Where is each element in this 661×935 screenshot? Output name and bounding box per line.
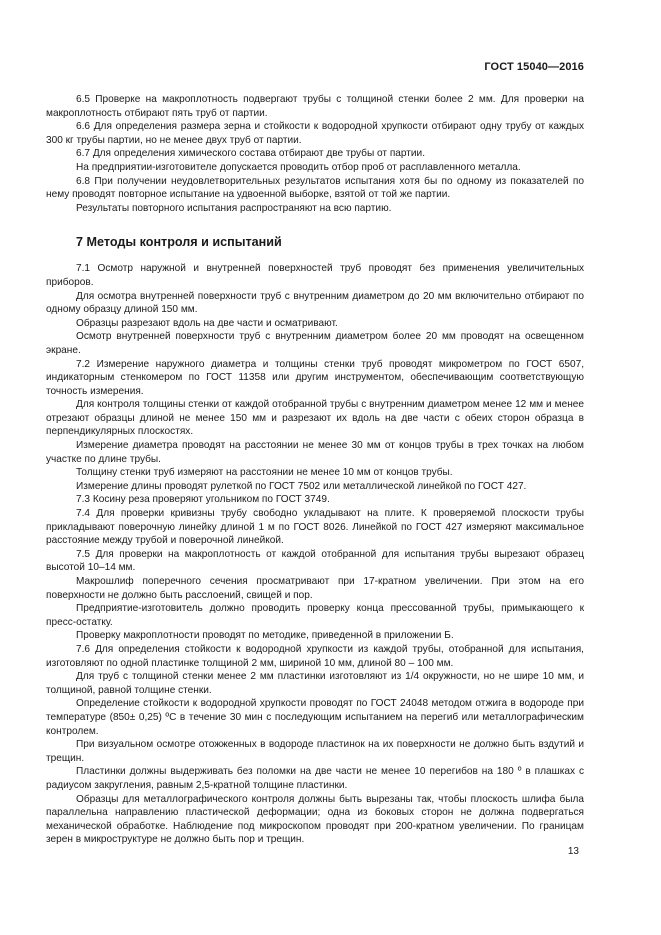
paragraph: Для осмотра внутренней поверхности труб с внутренним диаметром до 20 мм включительно отбирают по одному образцу длиной 150 мм.: [46, 290, 584, 316]
paragraph: Образцы разрезают вдоль на две части и осматривают.: [76, 317, 338, 329]
paragraph: Для труб с толщиной стенки менее 2 мм пластинки изготовляют из 1/4 окружности, но не шире 10 мм, и толщиной, равной толщине стенки.: [46, 671, 584, 696]
paragraph-6-5: 6.5 Проверке на макроплотность подвергают трубы с толщиной стенки более 2 мм. Для проверки на макроплотность отбирают пять труб от партии.: [46, 94, 584, 119]
paragraph: Определение стойкости к водородной хрупкости проводят по ГОСТ 24048 методом отжига в водороде при температуре (850± 0,25) ºС в течение 30 мин с последующим испытанием на перегиб или металлографическим контролем.: [46, 698, 584, 737]
paragraph: 7.6 Для определения стойкости к водородной хрупкости из каждой трубы, отобранной для испытания, изготовляют по одной пластинке толщиной 2 мм, шириной 10 мм, длиной 80 – 100 мм.: [46, 643, 584, 669]
paragraph: Осмотр внутренней поверхности труб с внутренним диаметром более 20 мм проводят на освещенном экране.: [46, 331, 584, 356]
page-number: 13: [567, 846, 579, 857]
paragraph: Проверку макроплотности проводят по методике, приведенной в приложении Б.: [76, 630, 454, 642]
paragraph: 7.4 Для проверки кривизны трубу свободно укладывают на плите. К проверяемой плоскости трубы прикладывают поверочную линейку длиной 1 м по ГОСТ 8026. Линейкой по ГОСТ 427 измеряют максимальное расстояние между трубой и поверочной линейкой.: [46, 508, 584, 547]
paragraph-6-7: 6.7 Для определения химического состава отбирают две трубы от партии.: [76, 148, 425, 160]
document-header: ГОСТ 15040—2016: [484, 61, 584, 73]
paragraph: 7.5 Для проверки на макроплотность от каждой отобранной для испытания трубы вырезают образец высотой 10–14 мм.: [46, 548, 584, 574]
paragraph-6-8: 6.8 При получении неудовлетворительных результатов испытания хотя бы по одному из показателей по нему проводят повторное испытание на удвоенной выборке, взятой от той же партии.: [46, 175, 584, 201]
paragraph: При визуальном осмотре отожженных в водороде пластинок на их поверхности не должно быть вздутий и трещин.: [46, 739, 584, 764]
paragraph: Предприятие-изготовитель должно проводить проверку конца прессованной трубы, примыкающего к пресс-остатку.: [46, 603, 584, 628]
paragraph-retest-results: Результаты повторного испытания распространяют на всю партию.: [76, 202, 392, 214]
paragraph: 7.2 Измерение наружного диаметра и толщины стенки труб проводят микрометром по ГОСТ 6507, индикаторным стенкомером по ГОСТ 11358 или другим инструментом, обеспечивающим соответствующую точность измерения.: [46, 358, 584, 397]
paragraph: Макрошлиф поперечного сечения просматривают при 17-кратном увеличении. При этом на его поверхности не должно быть расслоений, свищей и пор.: [46, 576, 584, 601]
paragraph: Измерение длины проводят рулеткой по ГОСТ 7502 или металлической линейкой по ГОСТ 427.: [76, 480, 527, 492]
paragraph: Для контроля толщины стенки от каждой отобранной трубы с внутренним диаметром менее 12 мм и менее отрезают образцы длиной не менее 150 мм и разрезают их вдоль на две части с обеих сторон образца в перпендикулярных плоскостях.: [46, 399, 584, 438]
paragraph: 7.3 Косину реза проверяют угольником по ГОСТ 3749.: [76, 494, 330, 506]
document-body: [46, 93, 584, 847]
paragraph: Измерение диаметра проводят на расстоянии не менее 30 мм от концов трубы в трех точках на любом участке по длине трубы.: [46, 440, 584, 465]
paragraph: Толщину стенки труб измеряют на расстоянии не менее 10 мм от концов трубы.: [76, 467, 453, 479]
paragraph-melt-sampling: На предприятии-изготовителе допускается проводить отбор проб от расплавленного металла.: [76, 161, 521, 173]
paragraph: 7.1 Осмотр наружной и внутренней поверхностей труб проводят без применения увеличительных приборов.: [46, 263, 584, 288]
paragraph-6-6: 6.6 Для определения размера зерна и стойкости к водородной хрупкости отбирают одну трубу от каждых 300 кг трубы партии, но не менее двух труб от партии.: [46, 121, 584, 146]
section-title: 7 Методы контроля и испытаний: [76, 235, 282, 250]
paragraph: Образцы для металлографического контроля должны быть вырезаны так, чтобы плоскость шлифа была параллельна направлению пластической деформации; одна из боковых сторон не должна подвергаться механической обработке. Наблюдение под микроскопом проводят при 200-кратном увеличении. По границам зерен в микроструктуре не должно быть пор и трещин.: [46, 793, 584, 846]
paragraph: Пластинки должны выдерживать без поломки на две части не менее 10 перегибов на 180 º в плашках с радиусом закругления, равным 2,5-кратной толщине пластинки.: [46, 766, 584, 791]
